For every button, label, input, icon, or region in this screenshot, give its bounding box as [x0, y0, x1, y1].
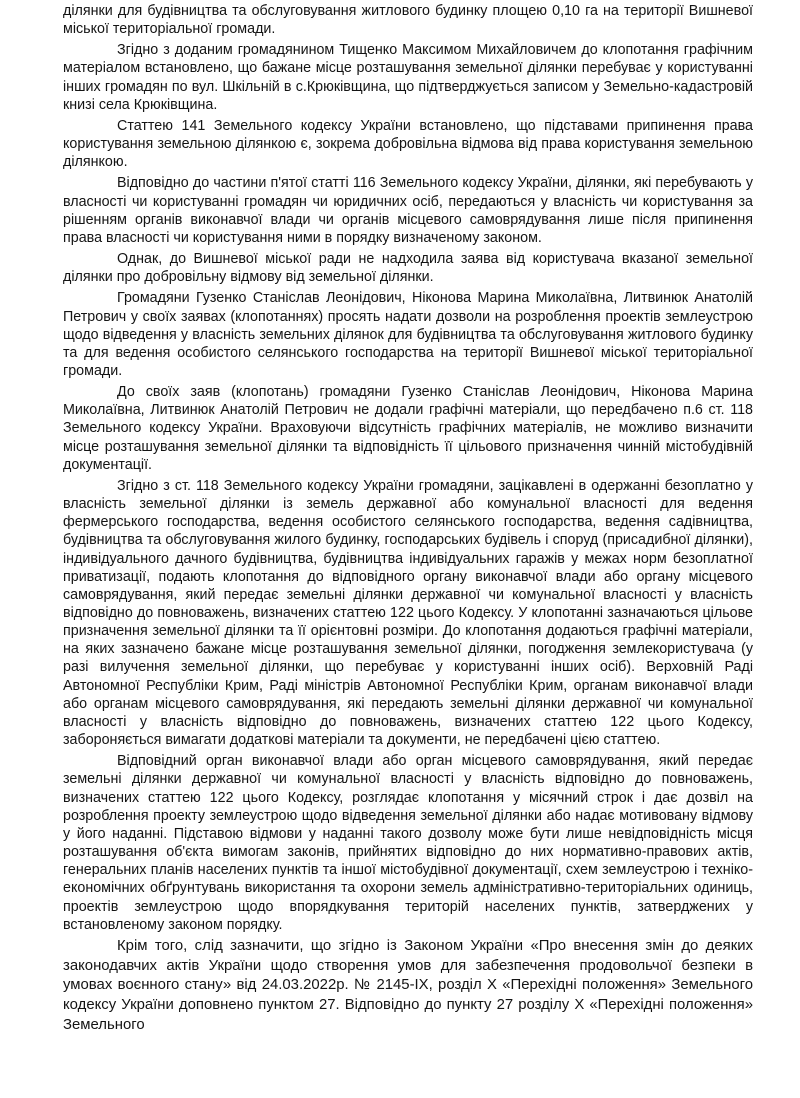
- paragraph-graphic-material: Згідно з доданим громадянином Тищенко Максимом Михайловичем до клопотання графічним матеріалом встановлено, що бажане місце розташування земельної ділянки перебуває у користуванні інших громадян по вул. Шкільній в с.Крюківщина, що підтверджується записом у Земельно-кадастровій книзі села Крюківщина.: [63, 42, 753, 113]
- paragraph-article-116: Відповідно до частини п'ятої статті 116 Земельного кодексу України, ділянки, які перебувають у власності чи користуванні громадян чи юридичних осіб, передаються у власність чи користування за рішенням органів виконавчої влади чи органів місцевого самоврядування лише після припинення права власності чи користування ними в порядку визначеному законом.: [63, 175, 753, 246]
- paragraph-authority-review: Відповідний орган виконавчої влади або орган місцевого самоврядування, який передає земельні ділянки державної чи комунальної власності у власність відповідно до повноважень, визначених статтею 122 цього Кодексу, розглядає клопотання у місячний строк і дає дозвіл на розроблення проекту землеустрою щодо відведення земельної ділянки або надає мотивовану відмову у його наданні. Підставою відмови у наданні такого дозволу може бути лише невідповідність місця розташування об'єкта вимогам законів, прийнятих відповідно до них нормативно-правових актів, генеральних планів населених пунктів та іншої містобудівної документації, схем землеустрою і техніко-економічних обґрунтувань використання та охорони земель адміністративно-територіальних одиниць, проектів землеустрою щодо впорядкування територій населених пунктів, затверджених у встановленому законом порядку.: [63, 753, 753, 933]
- paragraph-citizens-request: Громадяни Гузенко Станіслав Леонідович, Ніконова Марина Миколаївна, Литвинюк Анатолій Петрович у своїх заявах (клопотаннях) просять надати дозволи на розроблення проектів землеустрою щодо відведення у власність земельних ділянок для будівництва та обслуговування житлового будинку та для ведення особистого селянського господарства на території Вишневої міської територіальної громади.: [63, 290, 753, 379]
- document-body: [63, 2, 753, 1039]
- paragraph-article-141: Статтею 141 Земельного кодексу України встановлено, що підставами припинення права користування земельною ділянкою є, зокрема добровільна відмова від права користування земельною ділянкою.: [63, 117, 753, 171]
- paragraph-land-plot-continuation: ділянки для будівництва та обслуговування житлового будинку площею 0,10 га на території Вишневої міської територіальної громади.: [63, 3, 753, 38]
- paragraph-missing-graphics: До своїх заяв (клопотань) громадяни Гузенко Станіслав Леонідович, Ніконова Марина Миколаївна, Литвинюк Анатолій Петрович не додали графічні матеріали, що передбачено п.6 ст. 118 Земельного кодексу України. Враховуючи відсутність графічних матеріалів, не можливо визначити місце розташування земельної ділянки та відповідність її цільового призначення чинній містобудівній документації.: [63, 384, 753, 473]
- paragraph-food-security-law: Крім того, слід зазначити, що згідно із Законом України «Про внесення змін до деяких законодавчих актів України щодо створення умов для забезпечення продовольчої безпеки в умовах воєнного стану» від 24.03.2022р. № 2145-IX, розділ X «Перехідні положення» Земельного кодексу України доповнено пунктом 27. Відповідно до пункту 27 розділу X «Перехідні положення» Земельного: [63, 937, 753, 1033]
- paragraph-article-118: Згідно з ст. 118 Земельного кодексу України громадяни, зацікавлені в одержанні безоплатно у власність земельної ділянки із земель державної або комунальної власності для ведення фермерського господарства, ведення особистого селянського господарства, ведення садівництва, будівництва та обслуговування жилого будинку, господарських будівель і споруд (присадибної ділянки), індивідуального дачного будівництва, будівництва індивідуальних гаражів у межах норм безоплатної приватизації, подають клопотання до відповідного органу виконавчої влади або органу місцевого самоврядування, який передає земельні ділянки державної чи комунальної власності у власність відповідно до повноважень, визначених статтею 122 цього Кодексу. У клопотанні зазначаються цільове призначення земельної ділянки та її орієнтовні розміри. До клопотання додаються графічні матеріали, на яких зазначено бажане місце розташування земельної ділянки, погодження землекористувача (у разі вилучення земельної ділянки, що перебуває у користуванні інших осіб). Верховній Раді Автономної Республіки Крим, Раді міністрів Автономної Республіки Крим, органам виконавчої влади або органам місцевого самоврядування, які передають земельні ділянки державної чи комунальної власності у власність відповідно до повноважень, визначених статтею 122 цього Кодексу, забороняється вимагати додаткові матеріали та документи, не передбачені цією статтею.: [63, 477, 753, 749]
- paragraph-no-refusal-statement: Однак, до Вишневої міської ради не надходила заява від користувача вказаної земельної ділянки про добровільну відмову від земельної ділянки.: [63, 251, 753, 286]
